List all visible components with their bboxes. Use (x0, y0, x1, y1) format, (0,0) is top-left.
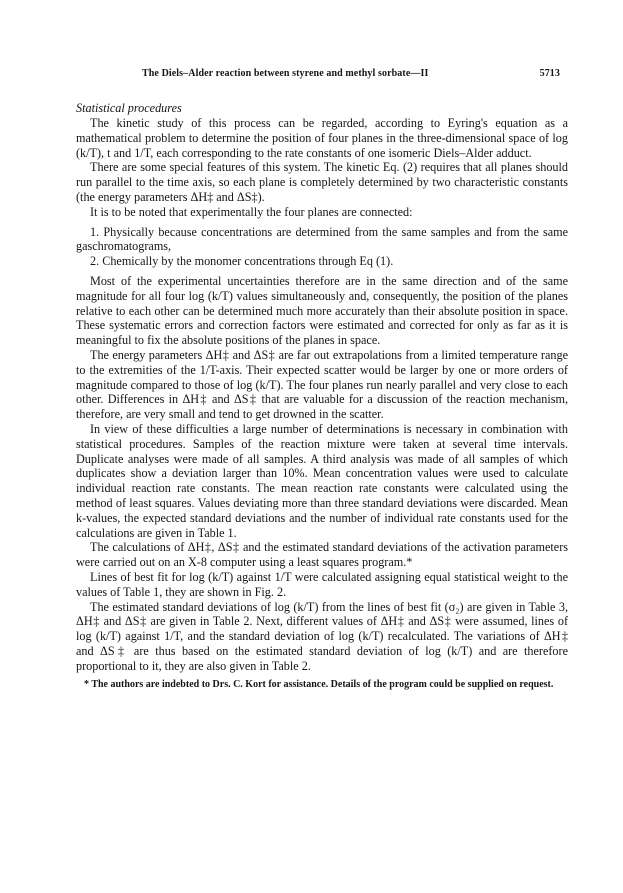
running-header (76, 68, 568, 84)
page (76, 68, 568, 692)
paragraph-calculations: The calculations of ΔH‡, ΔS‡ and the estimated standard deviations of the activation parameters were carried out on an X-8 computer using a least squares program.* (76, 540, 568, 570)
paragraph-planes-connected: It is to be noted that experimentally the four planes are connected: (90, 204, 413, 219)
list-item: 1. Physically because concentrations are determined from the same samples and from the same gaschromatograms, (76, 224, 568, 254)
paragraph-uncertainties: Most of the experimental uncertainties therefore are in the same direction and of the same magnitude for all four log (k/T) values simultaneously and, consequently, the position of the planes relative to each other can be determined much more accurately than their absolute position in space. These systematic errors and correction factors were estimated and corrected for only as far as it is meaningful to fix the absolute positions of the planes in space. (76, 273, 568, 348)
paragraph-lines-best-fit: Lines of best fit for log (k/T) against 1/T were calculated assigning equal statistical weight to the values of Table 1, they are shown in Fig. 2. (76, 569, 568, 599)
running-title: The Diels–Alder reaction between styrene and methyl sorbate—II (142, 68, 429, 79)
paragraph-intro: The kinetic study of this process can be regarded, according to Eyring's equation as a mathematical problem to determine the position of four planes in the three-dimensional space of log (k/T), t and 1/T, each corresponding to the rate constants of one isomeric Diels–Alder adduct. (76, 116, 568, 160)
list-item: 2. Chemically by the monomer concentrations through Eq (1). (90, 254, 394, 269)
paragraph-special-features: There are some special features of this system. The kinetic Eq. (2) requires that all planes should run parallel to the time axis, so each plane is completely determined by two characteristic constants (the energy parameters ΔH‡ and ΔS‡). (76, 160, 568, 204)
footnote: * The authors are indebted to Drs. C. Kort for assistance. Details of the program could be supplied on request. (84, 679, 554, 691)
paragraph-energy-parameters: The energy parameters ΔH‡ and ΔS‡ are far out extrapolations from a limited temperature range to the extremities of the 1/T-axis. Their expected scatter would be larger by one or more orders of magnitude compared to those of log (k/T). The four planes run nearly parallel and very close to each other. Differences in ΔH‡ and ΔS‡ that are valuable for a discussion of the reaction mechanism, therefore, are very small and tend to get drowned in the scatter. (76, 347, 568, 422)
paragraph-difficulties: In view of these difficulties a large number of determinations is necessary in combination with statistical procedures. Samples of the reaction mixture were taken at several time intervals. Duplicate analyses were made of all samples. A third analysis was made of all samples of which duplicates show a deviation larger than 10%. Mean concentration values were used to calculate individual reaction rate constants. The mean reaction rate constants were calculated using the method of least squares. Values deviating more than three standard deviations were discarded. Mean k-values, the expected standard deviations and the number of individual rate constants used for the calculations are given in Table 1. (76, 421, 568, 540)
paragraph-standard-deviations: The estimated standard deviations of log (k/T) from the lines of best fit (σ₂) are given in Table 3, ΔH‡ and ΔS‡ are given in Table 2. Next, different values of ΔH‡ and ΔS‡ were assumed, lines of log (k/T) against 1/T, and the standard deviation of log (k/T) recalculated. The variations of ΔH‡ and ΔS‡ are thus based on the estimated standard deviation of log (k/T) and are therefore proportional to it, they are also given in Table 2. (76, 599, 568, 673)
page-number: 5713 (539, 68, 560, 79)
section-heading: Statistical procedures (76, 101, 182, 115)
numbered-list (76, 225, 568, 269)
